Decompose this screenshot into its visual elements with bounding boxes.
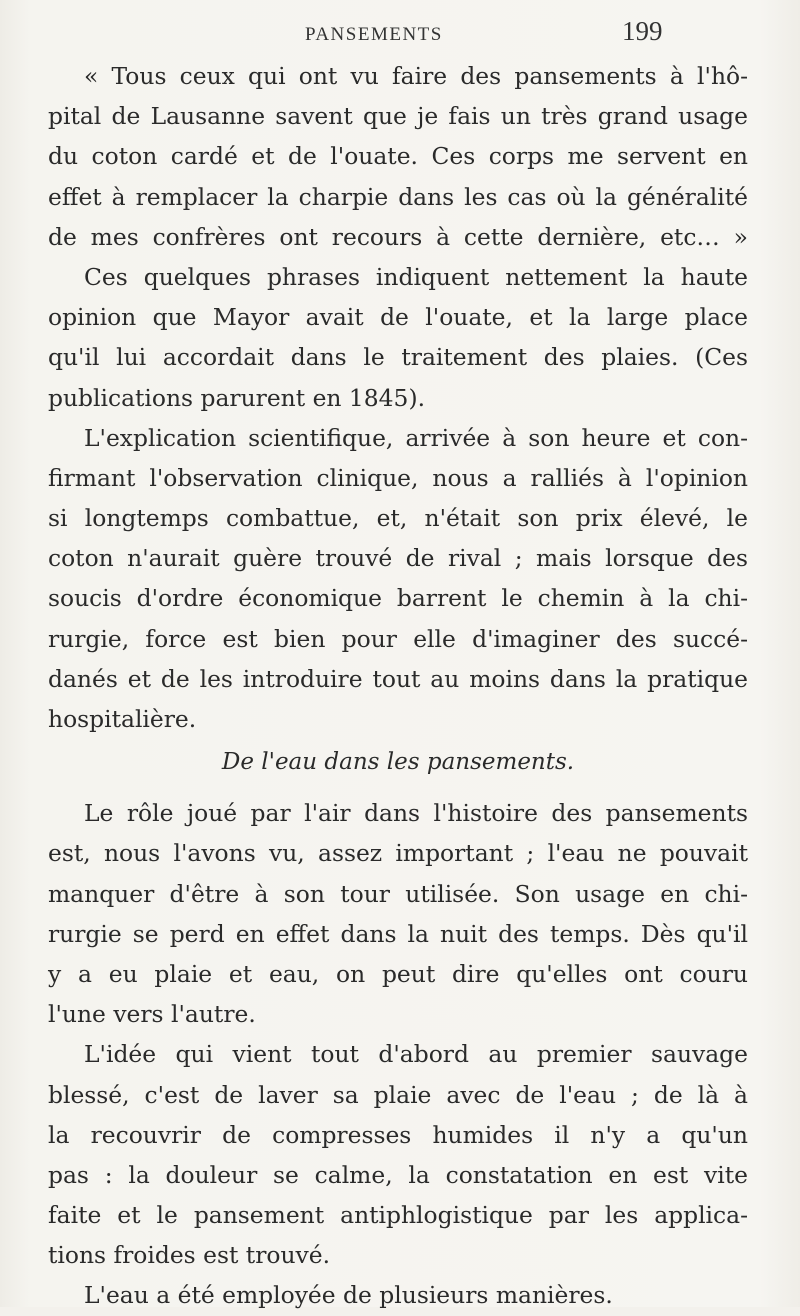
text-line: qu'il lui accordait dans le traitement des plaies. (Ces bbox=[48, 343, 748, 372]
text-line: manquer d'être à son tour utilisée. Son usage en chi- bbox=[48, 879, 748, 908]
text-line: danés et de les introduire tout au moins dans la pratique bbox=[48, 664, 748, 693]
text-line: de mes confrères ont recours à cette dernière, etc… » bbox=[48, 222, 748, 251]
text-line: du coton cardé et de l'ouate. Ces corps me servent en bbox=[48, 142, 748, 171]
text-line: tions froides est trouvé. bbox=[48, 1241, 331, 1270]
text-line: pas : la douleur se calme, la constatation en est vite bbox=[48, 1160, 748, 1189]
text-line: hospitalière. bbox=[48, 705, 197, 733]
text-line: rurgie, force est bien pour elle d'imaginer des succé- bbox=[48, 624, 748, 653]
text-line: Ces quelques phrases indiquent nettement la haute bbox=[84, 262, 748, 291]
text-line: blessé, c'est de laver sa plaie avec de l'eau ; de là à bbox=[48, 1080, 748, 1109]
text-line: opinion que Mayor avait de l'ouate, et la large place bbox=[48, 303, 748, 332]
text-line: l'une vers l'autre. bbox=[48, 1000, 256, 1029]
paragraph bbox=[48, 257, 748, 418]
text-line: « Tous ceux qui ont vu faire des pansements à l'hô- bbox=[84, 62, 748, 90]
text-line: si longtemps combattue, et, n'était son prix élevé, le bbox=[48, 504, 748, 533]
paragraph bbox=[48, 1275, 748, 1315]
text-line: y a eu plaie et eau, on peut dire qu'elles ont couru bbox=[48, 959, 748, 988]
text-line: Le rôle joué par l'air dans l'histoire des pansements bbox=[84, 799, 748, 828]
text-line: publications parurent en 1845). bbox=[48, 383, 426, 412]
body-text bbox=[48, 56, 748, 1316]
text-line: effet à remplacer la charpie dans les cas où la généralité bbox=[48, 182, 748, 211]
text-line: soucis d'ordre économique barrent le chemin à la chi- bbox=[48, 584, 748, 613]
running-head bbox=[0, 16, 800, 52]
text-line: coton n'aurait guère trouvé de rival ; mais lorsque des bbox=[48, 544, 748, 573]
text-line: rurgie se perd en effet dans la nuit des temps. Dès qu'il bbox=[48, 919, 748, 948]
running-head-title: PANSEMENTS bbox=[305, 24, 443, 45]
text-line: faite et le pansement antiphlogistique par les applica- bbox=[48, 1201, 748, 1230]
text-line: L'explication scientifique, arrivée à son heure et con- bbox=[84, 423, 748, 452]
paragraph bbox=[48, 418, 748, 740]
page-number: 199 bbox=[622, 16, 663, 46]
paragraph bbox=[48, 793, 748, 1034]
text-line: pital de Lausanne savent que je fais un très grand usage bbox=[48, 102, 748, 131]
text-line: L'eau a été employée de plusieurs manières. bbox=[84, 1281, 613, 1310]
text-line: la recouvrir de compresses humides il n'y a qu'un bbox=[48, 1120, 748, 1149]
paragraph-quotation bbox=[48, 56, 748, 257]
text-line: est, nous l'avons vu, assez important ; l'eau ne pouvait bbox=[48, 839, 748, 868]
text-line: firmant l'observation clinique, nous a ralliés à l'opinion bbox=[48, 463, 748, 492]
text-line: L'idée qui vient tout d'abord au premier sauvage bbox=[84, 1040, 748, 1069]
section-heading: De l'eau dans les pansements. bbox=[221, 749, 575, 776]
paragraph bbox=[48, 1034, 748, 1275]
